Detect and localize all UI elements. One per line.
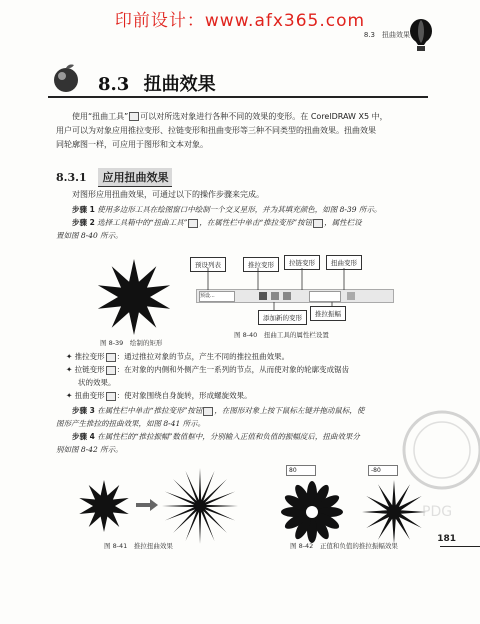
bullet-text: ：通过推拉对象的节点，产生不同的推拉扭曲效果。 — [116, 352, 290, 361]
flower-figure-42-positive — [278, 478, 346, 546]
callout-lines — [190, 268, 390, 312]
balloon-icon — [406, 18, 436, 52]
bullet-icon: ✦ — [66, 391, 75, 400]
star-figure-39 — [92, 255, 176, 339]
step-text: ，属性栏设 — [324, 218, 362, 227]
step-label: 步骤 2 — [72, 218, 95, 227]
section-heading — [56, 168, 172, 187]
caption-fig39: 图 8-39 绘制的矩形 — [100, 339, 163, 347]
step-text: 使用多边形工具在绘图窗口中绘制一个交叉星形，并为其填充颜色，如图 8-39 所示。 — [97, 205, 382, 214]
step-text: 选择工具箱中的“扭曲工具” — [97, 218, 188, 227]
flower-center — [306, 506, 318, 518]
caption-fig40: 图 8-40 扭曲工具的属性栏设置 — [234, 331, 329, 339]
step-text: 别如图 8-42 所示。 — [56, 445, 123, 454]
step-label: 步骤 3 — [72, 406, 95, 415]
star-figure-41-before — [74, 476, 134, 536]
apple-icon — [50, 62, 82, 94]
step-label: 步骤 4 — [72, 432, 95, 441]
bullet-name: 拉链变形 — [74, 365, 105, 374]
step-label: 步骤 1 — [72, 205, 95, 214]
running-head: 8.3 扭曲效果 — [363, 31, 410, 39]
push-pull-icon — [203, 407, 213, 416]
watermark-text: 印前设计：www.afx365.com — [114, 11, 366, 31]
push-pull-icon — [313, 219, 323, 228]
caption-fig41: 图 8-41 推拉扭曲效果 — [104, 542, 173, 550]
chapter-title-text: 扭曲效果 — [143, 74, 216, 95]
intro-paragraph — [56, 110, 434, 152]
bullet-text: 状的效果。 — [78, 378, 116, 387]
bullet-name: 推拉变形 — [74, 352, 105, 361]
preset-select[interactable]: 预设... — [199, 291, 235, 302]
lead-text: 对图形应用扭曲效果，可通过以下的操作步骤来完成。 — [72, 190, 264, 199]
step-text: 置如图 8-40 所示。 — [56, 231, 123, 240]
step-text: 在属性栏的“推拉振幅”数值框中，分别输入正值和负值的振幅度后，扭曲效果分 — [97, 432, 360, 441]
callout-zipper: 拉链变形 — [284, 255, 320, 270]
callout-amp: 推拉振幅 — [310, 306, 346, 321]
caption-fig42: 图 8-42 正值和负值的推拉振幅效果 — [290, 542, 398, 550]
intro-line: 可以对所选对象进行各种不同的效果的变形。在 CorelDRAW X5 中， — [140, 112, 388, 121]
star-shape — [162, 468, 238, 544]
step-text: 图形产生推拉的扭曲效果，如图 8-41 所示。 — [56, 419, 206, 428]
step-text: 在属性栏中单击“推拉变形”按钮 — [97, 406, 203, 415]
star-figure-41-after — [160, 466, 240, 546]
callout-twist: 扭曲变形 — [326, 255, 362, 270]
star-shape — [79, 480, 128, 532]
push-pull-icon — [106, 353, 116, 362]
steps-block-a — [56, 203, 434, 242]
chapter-title — [98, 70, 216, 96]
bullet-icon: ✦ — [66, 352, 75, 361]
intro-line: 同轮廓图一样，可应用于图形和文本对象。 — [56, 140, 208, 149]
stamp-text: PDG — [422, 504, 453, 520]
step-text: ，在属性栏中单击“推拉变形”按钮 — [199, 218, 313, 227]
section-number: 8.3.1 — [56, 171, 87, 184]
section-title: 应用扭曲效果 — [98, 168, 172, 187]
library-stamp — [382, 400, 480, 530]
amplitude-positive-field — [286, 465, 316, 476]
star-shape — [98, 259, 170, 335]
distort-tool-icon — [188, 219, 198, 228]
amp-pos-value: 80 — [289, 467, 297, 474]
callout-preset: 预设列表 — [190, 257, 226, 272]
bullet-text: ：使对象围绕自身旋转，形成螺旋效果。 — [116, 391, 252, 400]
arrow-icon — [136, 497, 160, 513]
callout-add: 添加新的变形 — [258, 310, 307, 325]
bullet-list — [66, 350, 436, 402]
chapter-number: 8.3 — [98, 74, 130, 95]
callout-push: 推拉变形 — [243, 257, 279, 272]
amp-neg-value: -80 — [371, 467, 381, 474]
intro-line: 使用“扭曲工具” — [72, 112, 129, 121]
bullet-icon: ✦ — [66, 365, 75, 374]
twist-icon — [106, 392, 116, 401]
distort-tool-icon — [129, 112, 139, 121]
intro-line: 用户可以为对象应用推拉变形、拉链变形和扭曲变形等三种不同类型的扭曲效果。扭曲效果 — [56, 126, 376, 135]
bullet-name: 扭曲变形 — [74, 391, 105, 400]
bullet-text: ：在对象的内侧和外侧产生一系列的节点，从而使对象的轮廓变成锯齿 — [116, 365, 350, 374]
page-number-rule — [440, 546, 480, 547]
steps-block-b — [56, 404, 434, 456]
step-text: ，在图形对象上按下鼠标左键并拖动鼠标，使 — [214, 406, 365, 415]
page-number: 181 — [437, 534, 456, 544]
zipper-icon — [106, 366, 116, 375]
lead-paragraph — [56, 188, 434, 202]
